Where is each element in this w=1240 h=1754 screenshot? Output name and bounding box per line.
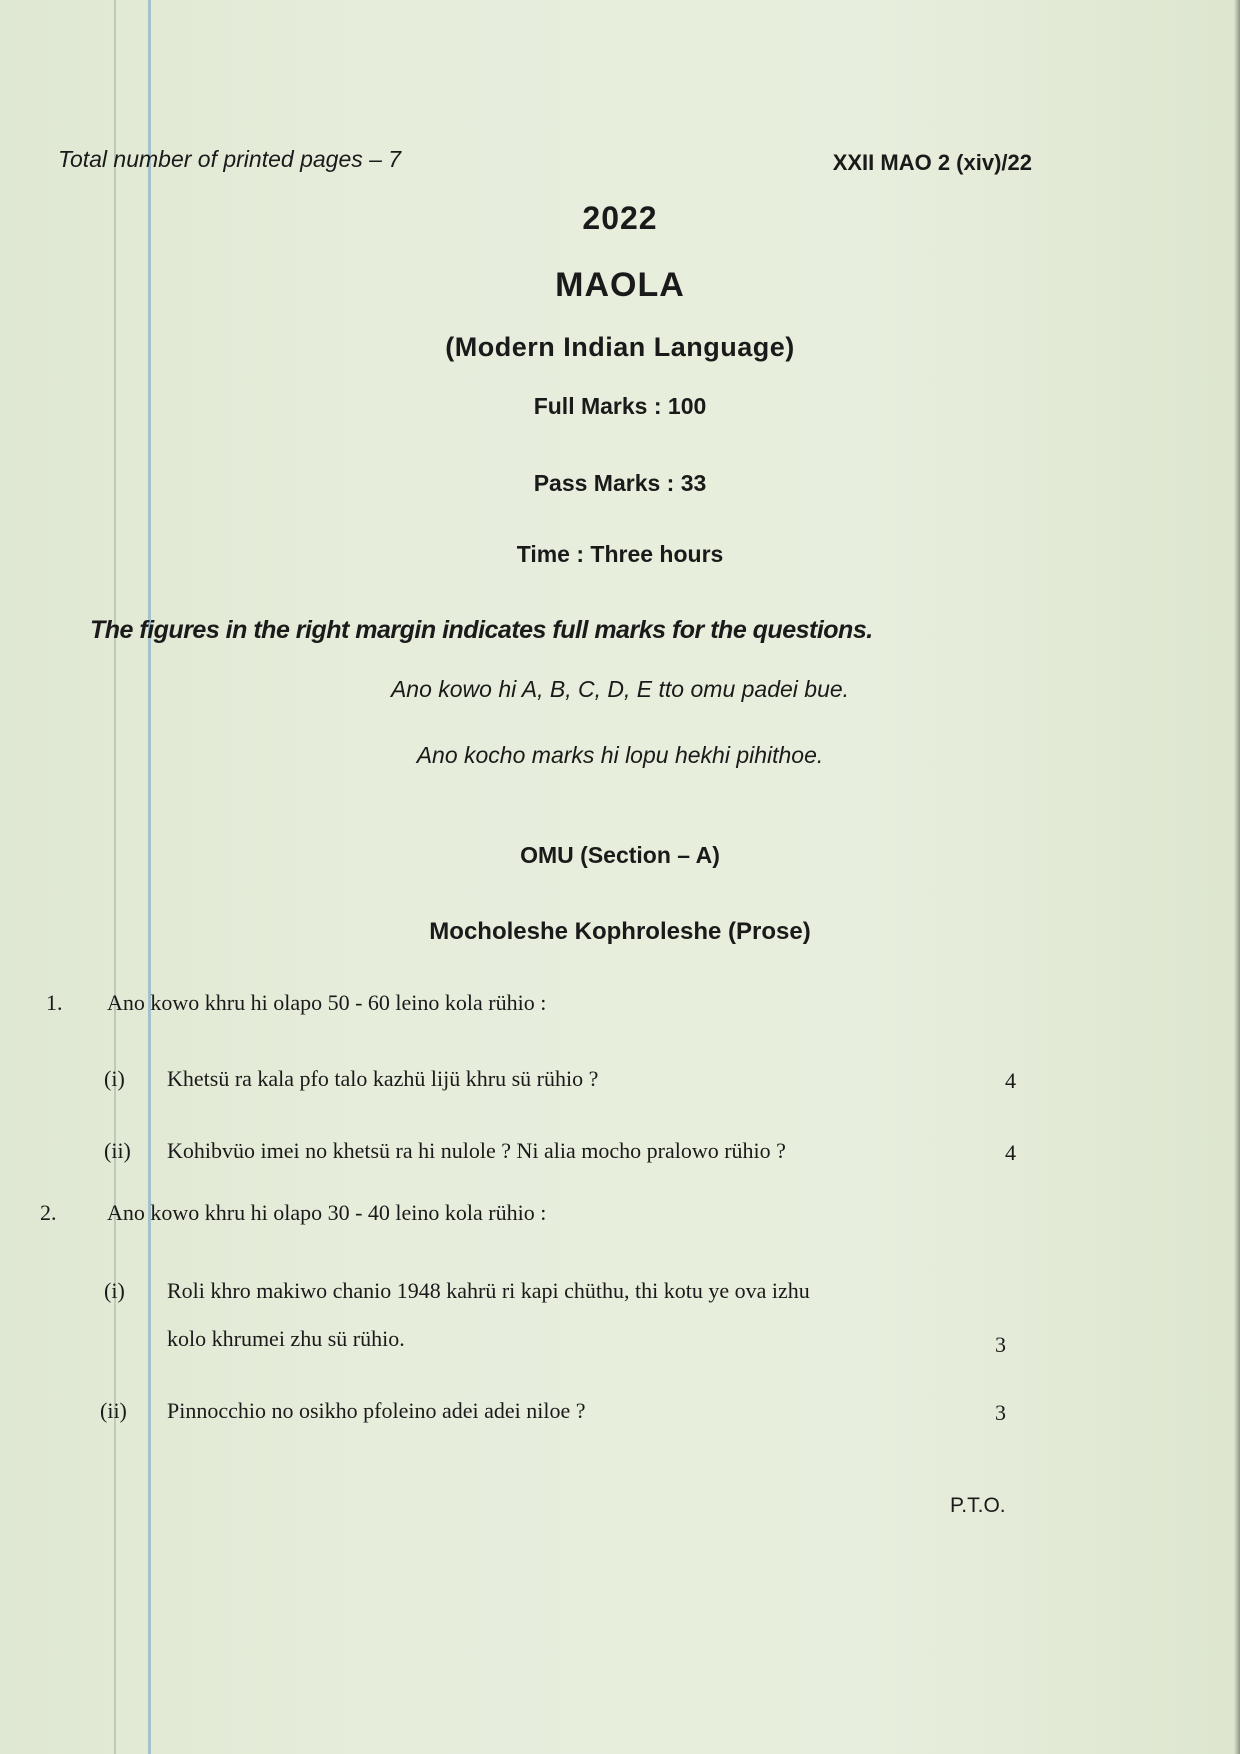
subquestion-text: Roli khro makiwo chanio 1948 kahrü ri kapi chüthu, thi kotu ye ova izhu: [167, 1278, 810, 1303]
subquestion-marks: 4: [1005, 1140, 1016, 1165]
question-text: Ano kowo khru hi olapo 50 - 60 leino kola rühio :: [107, 990, 547, 1015]
please-turn-over: P.T.O.: [950, 1494, 1006, 1517]
page-edge-shadow: [1234, 0, 1240, 1754]
subquestion-marks: 3: [995, 1332, 1006, 1357]
instruction-english: The figures in the right margin indicates full marks for the questions.: [90, 616, 873, 644]
printed-pages-note: Total number of printed pages – 7: [58, 146, 402, 172]
question-number: 2.: [40, 1200, 57, 1225]
subquestion-text-continued: kolo khrumei zhu sü rühio.: [167, 1326, 405, 1351]
paper-code: XXII MAO 2 (xiv)/22: [832, 150, 1032, 175]
question-text: Ano kowo khru hi olapo 30 - 40 leino kola rühio :: [107, 1200, 547, 1225]
section-title: Mocholeshe Kophroleshe (Prose): [429, 918, 811, 945]
exam-time: Time : Three hours: [516, 541, 724, 567]
subquestion-text: Pinnocchio no osikho pfoleino adei adei niloe ?: [167, 1398, 586, 1423]
binding-crease-line: [114, 0, 116, 1754]
subquestion-text: Khetsü ra kala pfo talo kazhü lijü khru sü rühio ?: [167, 1066, 599, 1091]
instruction-line-1: Ano kowo hi A, B, C, D, E tto omu padei bue.: [390, 676, 850, 702]
full-marks: Full Marks : 100: [533, 393, 707, 419]
exam-year: 2022: [582, 200, 658, 236]
instruction-line-2: Ano kocho marks hi lopu hekhi pihithoe.: [416, 742, 824, 768]
subquestion-marks: 3: [995, 1400, 1006, 1425]
subquestion-number: (ii): [100, 1398, 127, 1423]
subquestion-number: (ii): [104, 1138, 131, 1163]
subquestion-marks: 4: [1005, 1068, 1016, 1093]
subquestion-number: (i): [104, 1278, 125, 1303]
subquestion-text: Kohibvüo imei no khetsü ra hi nulole ? Ni alia mocho pralowo rühio ?: [167, 1138, 786, 1163]
subject-title: MAOLA: [555, 266, 685, 304]
binding-margin-line: [148, 0, 151, 1754]
section-heading: OMU (Section – A): [520, 842, 720, 868]
pass-marks: Pass Marks : 33: [533, 470, 707, 496]
question-number: 1.: [46, 990, 63, 1015]
subquestion-number: (i): [104, 1066, 125, 1091]
subject-subtitle: (Modern Indian Language): [445, 332, 795, 362]
